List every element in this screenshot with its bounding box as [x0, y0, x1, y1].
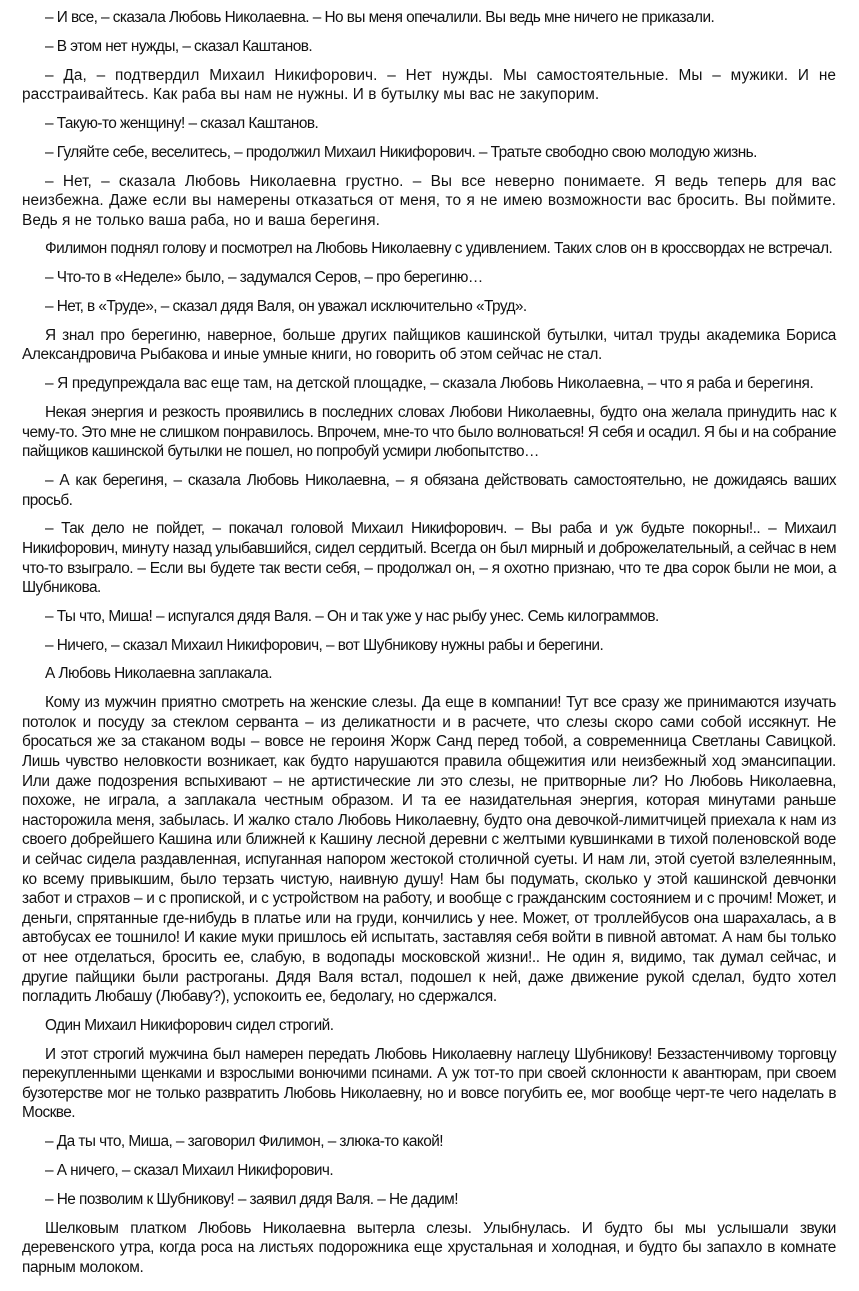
- paragraph-24: Шелковым платком Любовь Николаевна вытерла слезы. Улыбнулась. И будто бы мы услышали звуки деревенского утра, когда роса на листьях подорожника еще хрустальная и холодная, и будто бы запахло в комнате парным молоком.: [22, 1219, 836, 1276]
- paragraph-13: – А как берегиня, – сказала Любовь Николаевна, – я обязана действовать самостоятельно, не дожидаясь ваших просьб.: [22, 471, 836, 509]
- paragraph-3: – Да, – подтвердил Михаил Никифорович. – Нет нужды. Мы самостоятельные. Мы – мужики. И не расстраивайтесь. Как раба вы нам не нужны. И в бутылку мы вас не закупорим.: [22, 66, 836, 104]
- paragraph-2: – В этом нет нужды, – сказал Каштанов.: [45, 37, 313, 55]
- paragraph-5: – Гуляйте себе, веселитесь, – продолжил Михаил Никифорович. – Тратьте свободно свою молодую жизнь.: [45, 143, 757, 161]
- paragraph-12: Некая энергия и резкость проявились в последних словах Любови Николаевны, будто она желала принудить нас к чему-то. Это мне не слишком понравилось. Впрочем, мне-то что было волноваться! Я себя и осадил. Я бы и на собрание пайщиков кашинской бутылки не пошел, но попробуй усмири любопытство…: [22, 403, 836, 461]
- paragraph-18: Кому из мужчин приятно смотреть на женские слезы. Да еще в компании! Тут все сразу же принимаются изучать потолок и посуду за стеклом серванта – из деликатности и в расчете, что слезы скоро сами собой иссякнут. Не бросаться же за стаканом воды – вовсе не героиня Жорж Санд перед тобой, а современница Светланы Савицкой. Лишь чувство неловкости возникает, как будто нарушаются правила общежития или неизбежный ход эмансипации. Или даже подозрения вспыхивают – не артистические ли это слезы, не притворные ли? Но Любовь Николаевна, похоже, не играла, а заплакала честным образом. И та ее назидательная энергия, которая минутами раньше насторожила меня, забылась. И жалко стало Любовь Николаевну, будто она девочкой-лимитчицей приехала к нам из своего добрейшего Кашина или ближней к Кашину лесной деревни с желтыми кувшинками в тихой поленовской воде и сейчас сидела раздавленная, испуганная напором жестокой столичной суеты. И нам ли, этой суетой взлелеянным, ко всему привыкшим, было терзать чистую, наивную душу! Нам бы подумать, сколько у этой кашинской девчонки забот и страхов – и с пропиской, и с устройством на работу, и вообще с гражданским состоянием и с прочим! Может, и деньги, спрятанные где-нибудь в платье или на груди, кончились у нее. Может, от троллейбусов она шарахалась, а в автобусах ее тошнило! И какие муки пришлось ей испытать, заставляя себя войти в пивной автомат. А нам бы только от нее отделаться, бросить ее, слабую, в водопады московской жизни!.. Не один я, видимо, так думал сейчас, и другие пайщики были растроганы. Дядя Валя встал, подошел к ней, даже движение рукой сделал, будто хотел погладить Любашу (Любаву?), успокоить ее, бедолагу, но сдержался.: [22, 694, 836, 1006]
- paragraph-20: И этот строгий мужчина был намерен передать Любовь Николаевну наглецу Шубникову! Беззастенчивому торговцу перекупленными щенками и взрослыми вонючими псинами. А уж тот-то при своей склонности к авантюрам, при своем бузотерстве мог не только развратить Любовь Николаевну, но и вовсе погубить ее, мог вообще черт-те чего наделать в Москве.: [22, 1045, 836, 1122]
- paragraph-23: – Не позволим к Шубникову! – заявил дядя Валя. – Не дадим!: [45, 1190, 458, 1208]
- paragraph-7: Филимон поднял голову и посмотрел на Любовь Николаевну с удивлением. Таких слов он в кроссвордах не встречал.: [45, 240, 833, 258]
- paragraph-1: – И все, – сказала Любовь Николаевна. – Но вы меня опечалили. Вы ведь мне ничего не приказали.: [45, 9, 715, 26]
- paragraph-4: – Такую-то женщину! – сказал Каштанов.: [45, 114, 319, 132]
- paragraph-10: Я знал про берегиню, наверное, больше других пайщиков кашинской бутылки, читал труды академика Бориса Александровича Рыбакова и иные умные книги, но говорить об этом сейчас не стал.: [22, 326, 836, 364]
- document-page: [22, 8, 836, 1287]
- paragraph-8: – Что-то в «Неделе» было, – задумался Серов, – про берегиню…: [45, 269, 483, 287]
- paragraph-19: Один Михаил Никифорович сидел строгий.: [45, 1016, 334, 1034]
- paragraph-11: – Я предупреждала вас еще там, на детской площадке, – сказала Любовь Николаевна, – что я раба и берегиня.: [45, 375, 814, 393]
- paragraph-14: – Так дело не пойдет, – покачал головой Михаил Никифорович. – Вы раба и уж будьте покорны!.. – Михаил Никифорович, минуту назад улыбавшийся, сидел сердитый. Всегда он был мирный и доброжелательный, а сейчас в нем что-то взыграло. – Если вы будете так вести себя, – продолжал он, – я охотно признаю, что те два сорок были не мои, а Шубникова.: [22, 520, 836, 597]
- paragraph-17: А Любовь Николаевна заплакала.: [45, 665, 272, 683]
- paragraph-21: – Да ты что, Миша, – заговорил Филимон, – злюка-то какой!: [45, 1133, 444, 1151]
- paragraph-15: – Ты что, Миша! – испугался дядя Валя. – Он и так уже у нас рыбу унес. Семь килограммов.: [45, 607, 659, 625]
- paragraph-6: – Нет, – сказала Любовь Николаевна грустно. – Вы все неверно понимаете. Я ведь теперь для вас неизбежна. Даже если вы намерены отказаться от меня, то я не имею возможности вас бросить. Вы поймите. Ведь я не только ваша раба, но и ваша берегиня.: [22, 172, 836, 229]
- paragraph-9: – Нет, в «Труде», – сказал дядя Валя, он уважал исключительно «Труд».: [45, 298, 527, 316]
- paragraph-16: – Ничего, – сказал Михаил Никифорович, – вот Шубникову нужны рабы и берегини.: [45, 636, 604, 654]
- paragraph-22: – А ничего, – сказал Михаил Никифорович.: [45, 1162, 334, 1180]
